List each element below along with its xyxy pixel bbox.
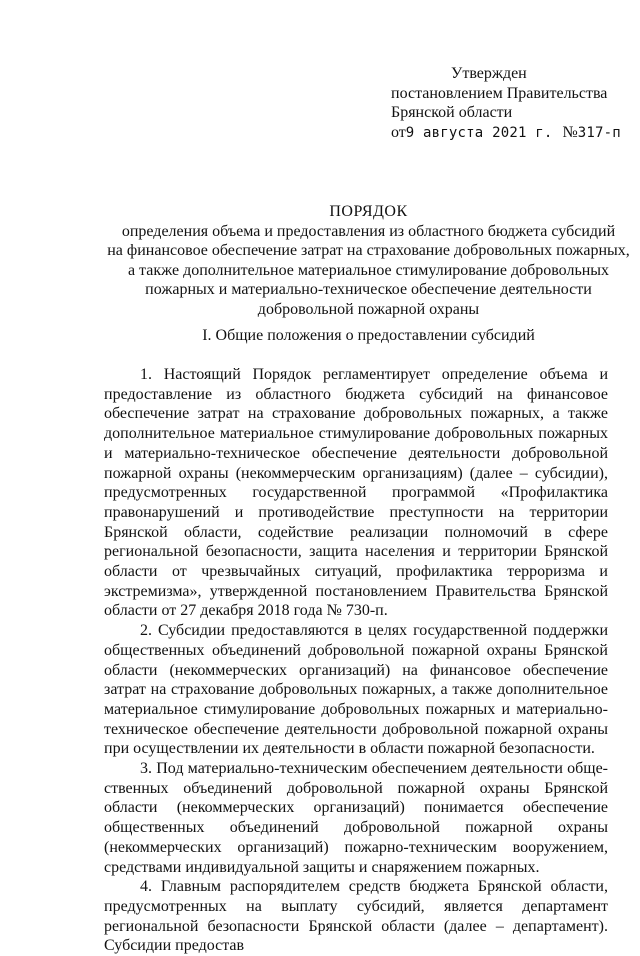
document-title bbox=[96, 202, 640, 319]
paragraph-1: 1. Настоящий Порядок регламентирует определение объема и предоставление из областного бюджета субсидий на финансовое обеспечение затрат на страхование добровольных пожарных, а также дополнительное материальное стимулирование добровольных пожарных и материально-техническое обеспечение деятельности добровольной пожарной охраны (некоммерческим организациям) (далее – субсидии), предусмотренных государственной программой «Профилактика правонарушений и противодействие преступности на территории Брянской области, содействие реализации полномочий в сфере региональной безопасности, защита населения и территории Брянской области от чрезвычайных ситуаций, профилактика терроризма и экстремизма», утвержденной постановлением Правительства Брянской области от 27 декабря 2018 года № 730-п. bbox=[104, 366, 608, 620]
title-line: определения объема и предоставления из областного бюджета субсидий bbox=[121, 222, 616, 240]
title-line: на финансовое обеспечение затрат на страхование добровольных пожарных, bbox=[107, 242, 630, 259]
paragraph-2: 2. Субсидии предоставляются в целях государственной поддержки общественных объединений добровольной пожарной охраны Брянской области (некоммерческих организаций) на финансовое обеспечение затрат на страхование добровольных пожарных, а также дополнительное материальное стимулирование добровольных пожарных и материально-техническое обеспечение деятельности добровольной пожарной охраны при осуществлении их деятельности в области пожарной безопасности. bbox=[104, 622, 608, 758]
number-prefix: № bbox=[562, 123, 578, 141]
title-line: добровольной пожарной охраны bbox=[257, 300, 480, 318]
approval-stamp bbox=[391, 64, 631, 143]
document-body bbox=[104, 365, 608, 956]
title-line: пожарных и материально-техническое обеспечение деятельности bbox=[145, 281, 592, 298]
decree-date: 9 августа 2021 г. bbox=[405, 124, 553, 141]
title-line: а также дополнительное материальное стимулирование добровольных bbox=[127, 261, 610, 279]
approval-line-decree: постановлением Правительства bbox=[391, 84, 608, 102]
section-title: I. Общие положения о предоставлении субсидий bbox=[202, 327, 535, 344]
paragraph-3: 3. Под материально-техническим обеспечением деятельности общественных объединений добровольной пожарной охраны Брянской области (некоммерческих организаций) понимается обеспечение общественных объединений добровольной пожарной охраны (некоммерческих организаций) пожарно-техническим вооружением, средствами индивидуальной защиты и снаряжением пожарных. bbox=[104, 760, 608, 876]
date-prefix: от bbox=[391, 123, 406, 141]
title-heading: ПОРЯДОК bbox=[329, 203, 408, 220]
approval-line-date bbox=[391, 123, 631, 144]
approval-line-region: Брянской области bbox=[391, 104, 513, 121]
paragraph-4: 4. Главным распорядителем средств бюджета Брянской области, предусмотренных на выплату субсидий, является департамент региональной безопасности Брянской области (далее – департамент). Субсидии предостав bbox=[104, 878, 608, 955]
decree-number: 317-п bbox=[577, 124, 621, 141]
approval-line-approved: Утвержден bbox=[451, 65, 527, 82]
